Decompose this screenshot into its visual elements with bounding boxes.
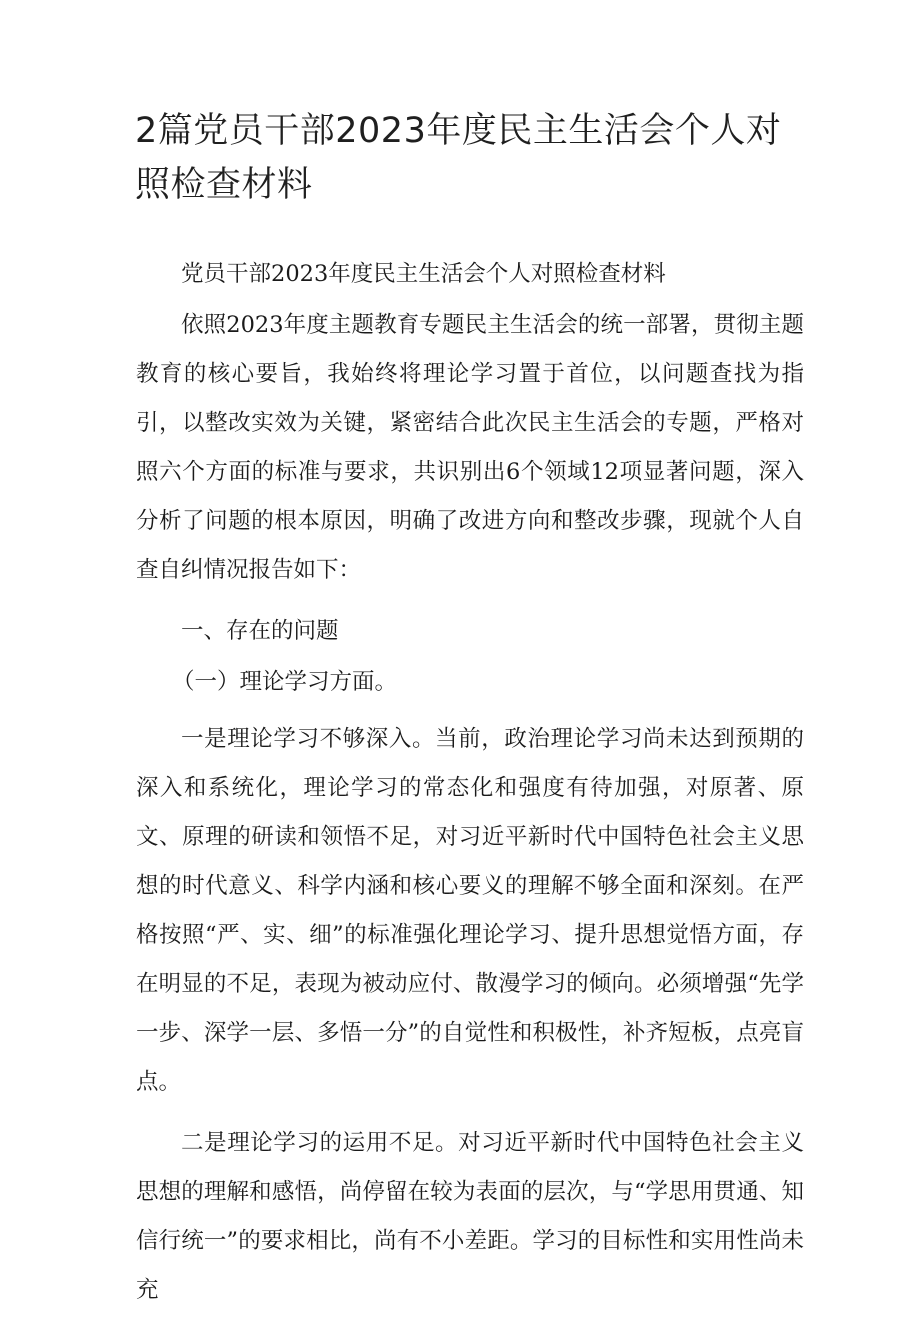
section-heading: 一、存在的问题 bbox=[181, 618, 339, 644]
intro-paragraph: 依照2023年度主题教育专题民主生活会的统一部署，贯彻主题教育的核心要旨，我始终将理论学习置于首位，以问题查找为指引，以整改实效为关键，紧密结合此次民主生活会的专题，严格对照六个方面的标准与要求，共识别出6个领域12项显著问题，深入分析了问题的根本原因，明确了改进方向和整改步骤，现就个人自查自纠情况报告如下： bbox=[136, 312, 804, 583]
document-title: 2篇党员干部2023年度民主生活会个人对照检查材料 bbox=[135, 111, 782, 205]
body-paragraph-2: 二是理论学习的运用不足。对习近平新时代中国特色社会主义思想的理解和感悟，尚停留在较为表面的层次，与“学思用贯通、知信行统一”的要求相比，尚有不小差距。学习的目标性和实用性尚未充 bbox=[136, 1130, 804, 1303]
document-subtitle: 党员干部2023年度民主生活会个人对照检查材料 bbox=[181, 261, 666, 287]
document-body bbox=[136, 250, 804, 1327]
body-paragraph-1: 一是理论学习不够深入。当前，政治理论学习尚未达到预期的深入和系统化，理论学习的常态化和强度有待加强，对原著、原文、原理的研读和领悟不足，对习近平新时代中国特色社会主义思想的时代意义、科学内涵和核心要义的理解不够全面和深刻。在严格按照“严、实、细”的标准强化理论学习、提升思想觉悟方面，存在明显的不足，表现为被动应付、散漫学习的倾向。必须增强“先学一步、深学一层、多悟一分”的自觉性和积极性，补齐短板，点亮盲点。 bbox=[136, 726, 804, 1095]
subsection-heading: （一）理论学习方面。 bbox=[172, 669, 398, 695]
